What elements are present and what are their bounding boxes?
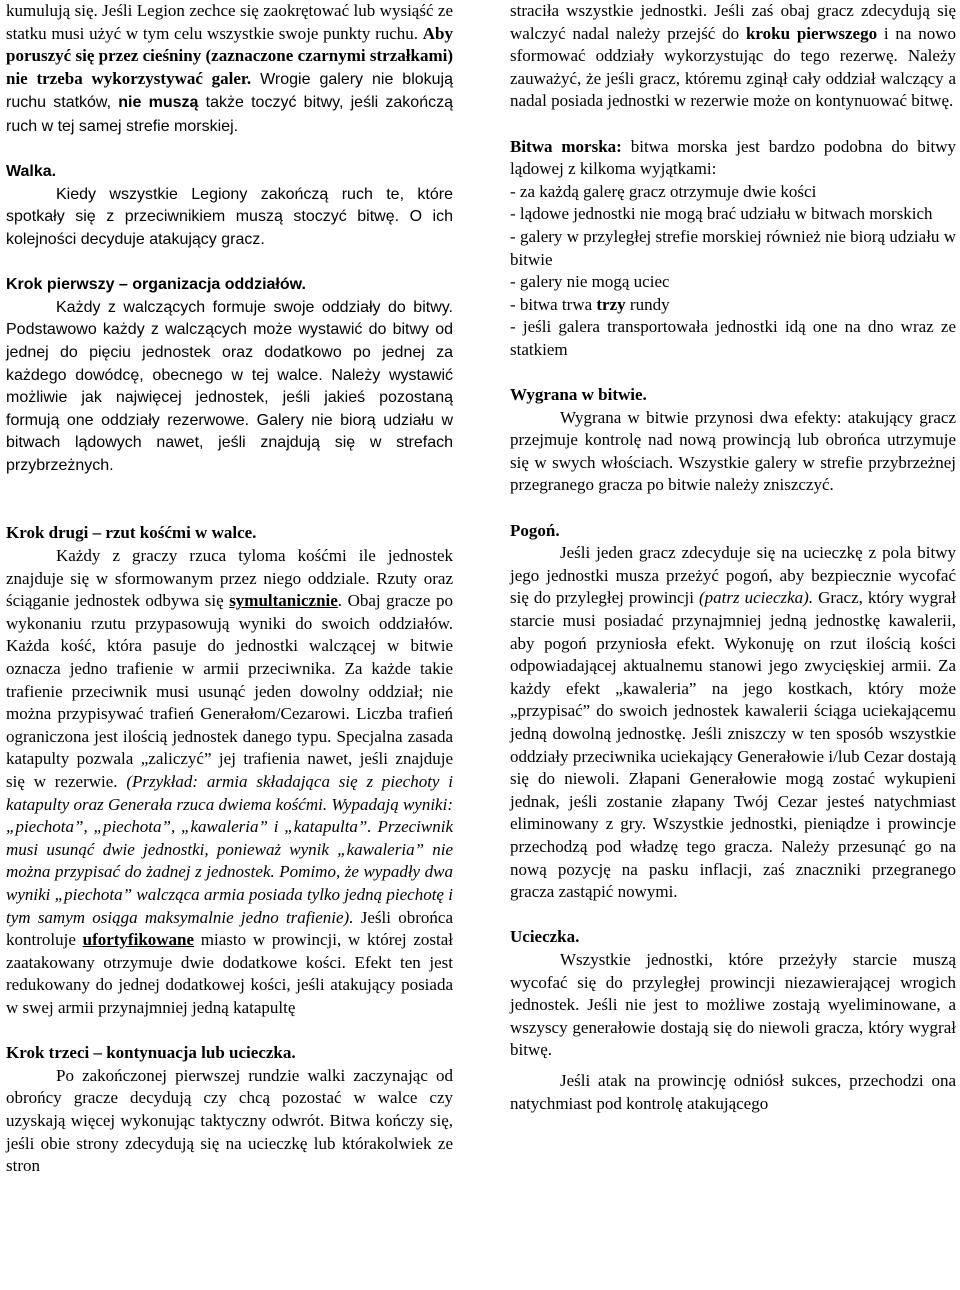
walka-text: Kiedy wszystkie Legiony zakończą ruch te, które spotkały się z przeciwnikiem muszą stoczyć bitwę. O ich kolejności decyduje atakujący gracz. — [6, 185, 453, 248]
pursuit-see-escape: (patrz ucieczka). — [699, 588, 814, 608]
cont-text-b: i na nowo sformować oddziały wykorzystując do tego rezerwę. Należy zauważyć, że jeśli gracz, któremu zginął cały oddział walczący a nadal posiada jednostki w rezerwie może on kontynuować bitwę. — [510, 23, 957, 111]
krok2-text-3: Jeśli obrońca kontroluje — [6, 907, 453, 950]
pursuit-heading: Pogoń. — [510, 520, 560, 540]
list-item: - lądowe jednostki nie mogą brać udziału w bitwach morskich — [510, 204, 933, 224]
krok2-text-2: . Obaj gracze po wykonaniu rzutu przypasowują wyniki do swoich oddziałów. Każda kość, która pasuje do jednostki walczącej w bitwie oznacza jedno trafienie w armii przeciwnika. Za każde takie trafienie przeciwnik musi usunąć jeden dowolny oddział; nie można przypisywać trafień Generałom/Cezarowi. Liczba trafień ograniczona jest ilością jednostek danego typu. Specjalna zasada katapulty pozwala „zaliczyć” jej trafienia nawet, jeśli znajduje się w rezerwie. — [6, 591, 453, 791]
win-text: Wygrana w bitwie przynosi dwa efekty: atakujący gracz przejmuje kontrolę nad nową prowincją lub obrońca utrzymuje się w swych włościach. Wszystkie galery w strefie przybrzeżnej przegranego gracza po bitwie należy zniszczyć. — [510, 407, 956, 495]
pursuit-text — [510, 542, 956, 904]
list-item: - za każdą galerę gracz otrzymuje dwie kości — [510, 181, 817, 201]
naval-battle-heading: Bitwa morska: — [510, 136, 622, 156]
intro-text-3a: Wrogie galery nie blokują ruchu statków, — [6, 70, 453, 112]
left-column — [6, 0, 453, 1178]
krok3-text: Po zakończonej pierwszej rundzie walki zaczynając od obrońcy gracze decydują czy chcą pozostać w walce czy uzyskają więcej wykonując taktyczny odwrót. Bitwa kończy się, jeśli obie strony zdecydują się na ucieczkę lub którakolwiek ze stron — [6, 1065, 453, 1176]
intro-text-1: kumulują się. Jeśli Legion zechce się zaokrętować lub wysiąść ze statku musi użyć w tym celu wszystkie swoje punkty ruchu. — [6, 1, 453, 43]
list-item-rounds: trzy — [596, 294, 626, 314]
naval-battle-intro-text: bitwa morska jest bardzo podobna do bitwy lądowej z kilkoma wyjątkami: — [510, 136, 956, 179]
list-item-text: rundy — [625, 294, 670, 314]
krok2-fortified: ufortyfikowane — [82, 930, 195, 950]
list-item-text: - bitwa trwa — [510, 294, 597, 314]
list-item: - galery w przyległej strefie morskiej również nie biorą udziału w bitwie — [510, 226, 956, 269]
list-item — [510, 294, 956, 317]
win-heading: Wygrana w bitwie. — [510, 385, 647, 405]
krok2-heading: Krok drugi – rzut kośćmi w walce. — [6, 523, 257, 543]
battle-continue-paragraph — [510, 0, 956, 113]
cont-text-a: straciła wszystkie jednostki. Jeśli zaś obaj gracz zdecydują się walczyć nadal należy przejść do — [510, 1, 956, 43]
krok2-example: (Przykład: armia składająca się z piechoty i katapulty oraz Generała rzuca dwiema kośćmi. Wypadają wyniki: „piechota”, „piechota”, „kawaleria” i „katapulta”. Przeciwnik musi usunąć dwie jednostki, ponieważ wynik „kawaleria” nie można przypisać do żadnej z jednostek. Pomimo, że wypadły dwa wyniki „piechota” walcząca armia posiada tylko jedną piechotę i tym samym osiąga maksymalnie jedno trafienie). — [6, 772, 454, 927]
escape-heading: Ucieczka. — [510, 927, 580, 947]
right-column — [510, 0, 956, 1115]
pursuit-text-b: Gracz, który wygrał starcie musi posiadać przynajmniej jedną jednostkę kawalerii, aby pogoń przyniosła efekt. Wykonuję on rzut ilością kości odpowiadającej aktualnemu stanowi jego zwycięskiej armii. Za każdy efekt „kawaleria” na jego kostkach, który może „przypisać” do swoich jednostek kawalerii ściąga uciekającemu jedną dowolną jednostkę. Jeśli zniszczy w ten sposób wszystkie oddziały przeciwnika uciekający Generałowie i/lub Cezar dostają się do niewoli. Złapani Generałowie mogą zostać wykupieni jednak, jeśli zostanie złapany Twój Cezar jesteś natychmiast eliminowany z gry. Wszystkie jednostki, pieniądze i prowincje przechodzą pod władzę tego gracza. Należy przesunąć go na nową pozycję na pasku inflacji, zaś znaczniki przegranego gracza zastąpić nowymi. — [510, 588, 956, 902]
krok2-text-4: miasto w prowincji, w której został zaatakowany otrzymuje dwie dodatkowe kości. Efekt ten jest redukowany do jednej dodatkowej kości, jeśli atakujący posiada w swej armii przynajmniej jedną katapultę — [6, 930, 453, 1017]
krok1-heading: Krok pierwszy – organizacja oddziałów. — [6, 276, 306, 294]
intro-straits-note: Aby poruszyć się przez cieśniny (zaznaczone czarnymi strzałkami) nie trzeba wykorzystywać galer. — [6, 23, 453, 88]
krok3-heading: Krok trzeci – kontynuacja lub ucieczka. — [6, 1043, 296, 1063]
intro-text-3b: także toczyć bitwy, jeśli zakończą ruch w tej samej strefie morskiej. — [6, 94, 453, 135]
krok2-simultaneous: symultanicznie — [229, 591, 338, 611]
naval-battle-list — [510, 181, 956, 362]
krok2-text — [6, 545, 453, 1019]
pursuit-text-a: Jeśli jeden gracz zdecyduje się na ucieczkę z pola bitwy jego jednostki musza przeżyć pogoń, aby bezpiecznie wycofać się do przyległej prowincji — [510, 543, 956, 608]
krok1-text: Każdy z walczących formuje swoje oddziały do bitwy. Podstawowo każdy z walczących może wystawić do bitwy od jednej do pięciu jednostek oraz dodatkowo po jednej za każdego dowódcę, obecnego w tej walce. Należy wystawić możliwie jak najwięcej jednostek, jeśli jakieś pozostaną formują one oddziały rezerwowe. Galery nie biorą udziału w bitwach lądowych nawet, jeśli znajdują się w strefach przybrzeżnych. — [6, 298, 453, 474]
list-item: - jeśli galera transportowała jednostki idą one na dno wraz ze statkiem — [510, 317, 956, 359]
list-item: - galery nie mogą uciec — [510, 272, 670, 292]
walka-heading: Walka. — [6, 163, 57, 181]
intro-paragraph — [6, 0, 453, 139]
escape-text-1: Wszystkie jednostki, które przeżyły starcie muszą wycofać się do przyległej prowincji niezawierającej wrogich jednostek. Jeśli nie jest to możliwe zostają wyeliminowane, a wszyscy generałowie dostają się do niewoli gracza, który wygrał bitwę. — [510, 949, 956, 1060]
naval-battle-intro — [510, 136, 956, 181]
intro-must-not: nie muszą — [118, 94, 199, 112]
krok2-text-1: Każdy z graczy rzuca tyloma kośćmi ile jednostek znajduje się w sformowanym przez niego oddziale. Rzuty oraz ściąganie jednostek odbywa się — [6, 546, 453, 611]
cont-step-one: kroku pierwszego — [745, 23, 878, 43]
escape-text-2: Jeśli atak na prowincję odniósł sukces, przechodzi ona natychmiast pod kontrolę atakującego — [510, 1070, 956, 1113]
